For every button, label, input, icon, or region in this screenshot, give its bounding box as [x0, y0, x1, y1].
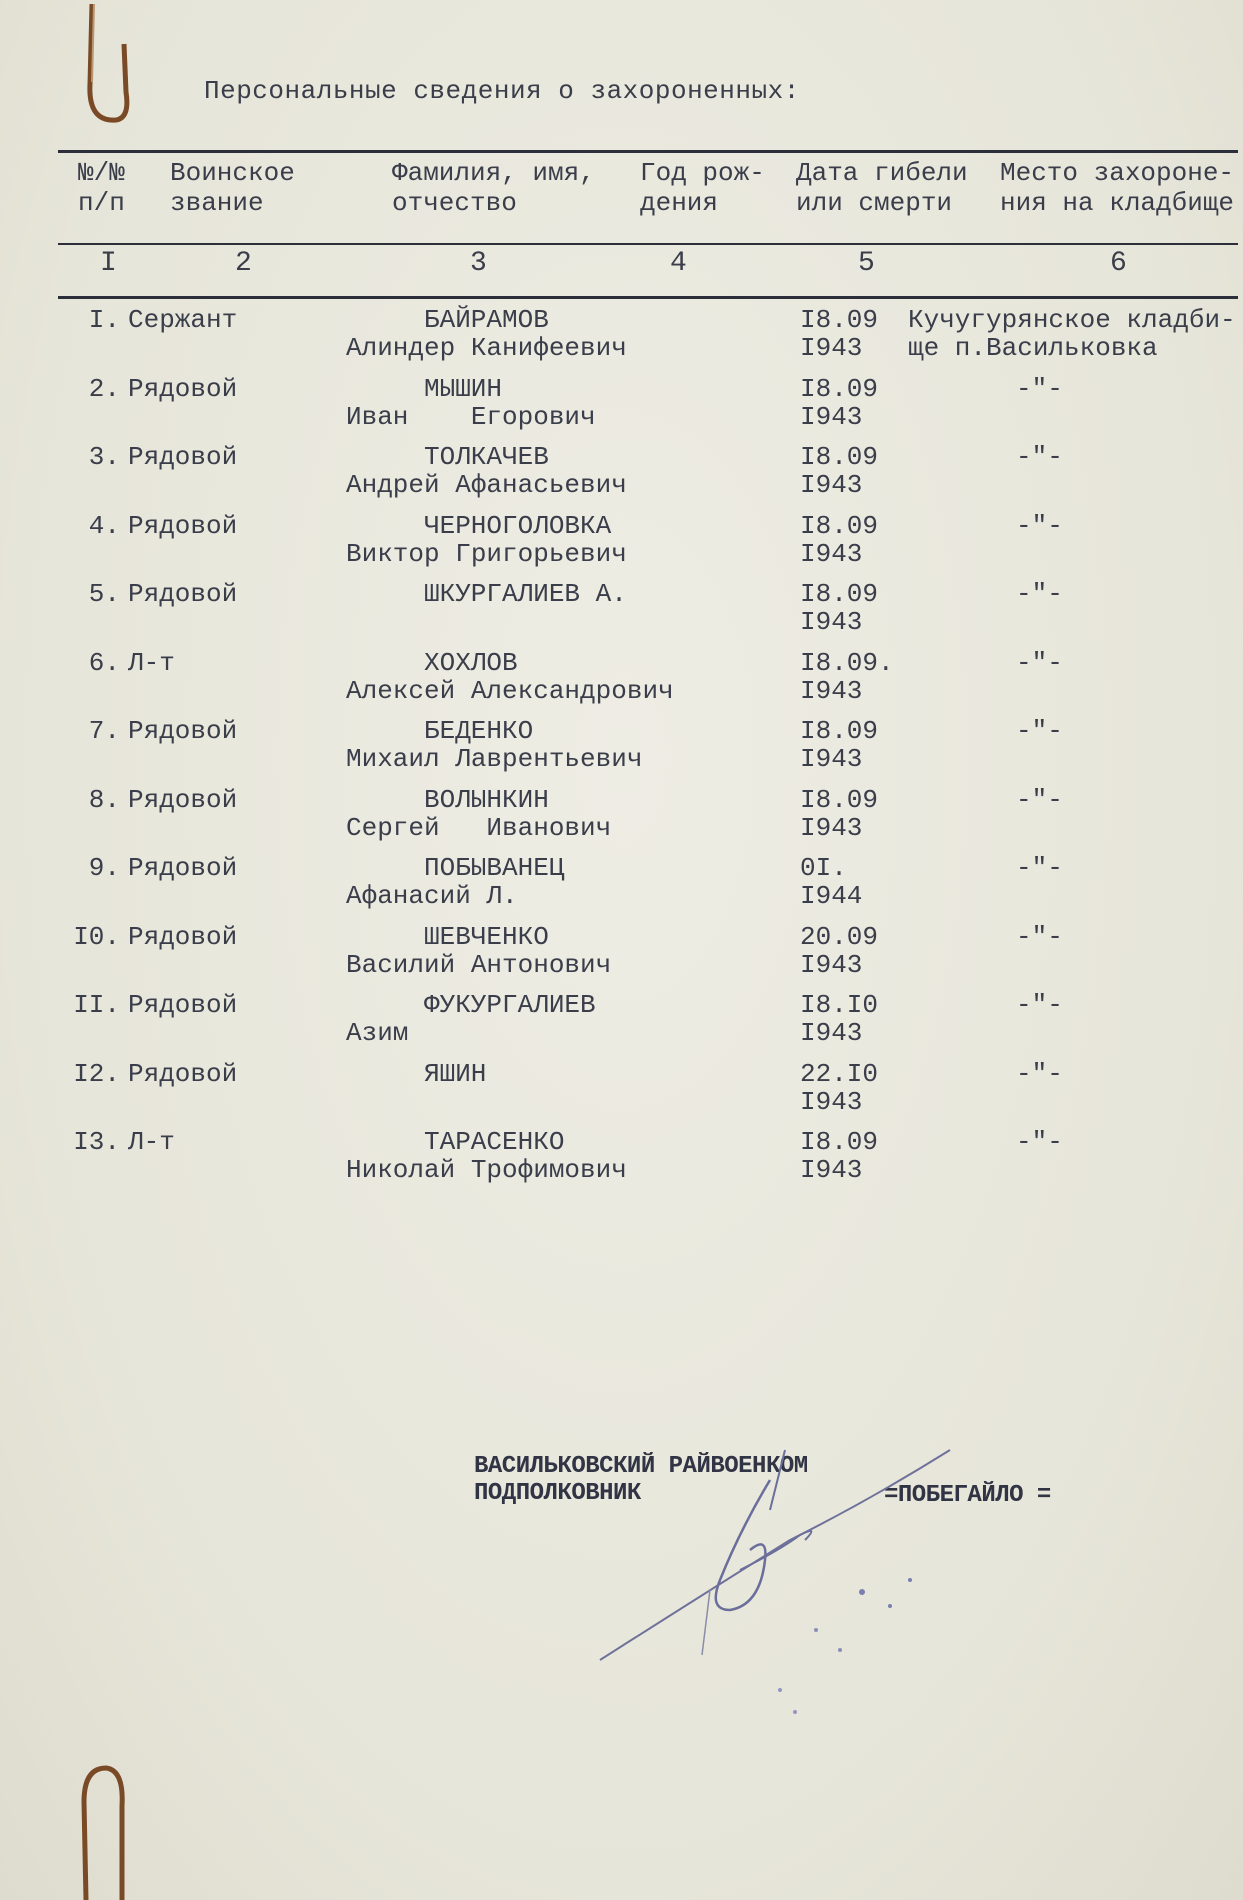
row-death-year: I943 — [800, 401, 863, 432]
row-number: 5. — [88, 579, 120, 609]
row-given-name: Иван Егорович — [346, 401, 596, 432]
row-rank: Рядовой — [128, 784, 238, 815]
row-burial-place: -"- — [1016, 716, 1063, 746]
row-given-name: Сергей Иванович — [346, 812, 612, 843]
row-given-name: Василий Антонович — [346, 949, 612, 980]
row-surname: ТАРАСЕНКО — [424, 1127, 565, 1157]
header-burial-place: Место захороне- ния на кладбище — [1000, 158, 1235, 218]
table-top-rule — [58, 150, 1238, 153]
row-death-date: I8.09 — [800, 510, 879, 541]
row-death-year: I944 — [800, 881, 863, 911]
row-surname: ТОЛКАЧЕВ — [424, 442, 549, 472]
row-burial-place: -"- — [1016, 990, 1063, 1020]
row-rank: Рядовой — [128, 442, 238, 472]
signature-position: ПОДПОЛКОВНИК — [474, 1480, 641, 1507]
row-surname: ВОЛЫНКИН — [424, 784, 549, 815]
row-number: 6. — [88, 647, 120, 678]
row-number: 2. — [88, 373, 120, 404]
row-burial-place: Кучугурянское кладби- ще п.Васильковка — [908, 305, 1236, 363]
row-death-date: I8.09. — [800, 647, 894, 678]
row-surname: ЯШИН — [424, 1058, 487, 1089]
header-name: Фамилия, имя, отчество — [392, 158, 595, 218]
row-death-year: I943 — [800, 607, 863, 637]
header-number: №/№ п/п — [78, 158, 125, 218]
header-birth-year: Год рож- дения — [640, 158, 765, 218]
row-surname: ХОХЛОВ — [424, 647, 518, 678]
column-number-2: 2 — [235, 248, 252, 279]
row-number: I. — [88, 305, 120, 335]
row-death-year: I943 — [800, 538, 863, 569]
page-title: Персональные сведения о захороненных: — [204, 76, 800, 106]
row-given-name: Алексей Александрович — [346, 675, 674, 706]
row-death-date: 22.I0 — [800, 1058, 879, 1089]
row-burial-place: -"- — [1016, 1127, 1063, 1157]
row-death-date: I8.09 — [800, 784, 879, 815]
row-rank: Рядовой — [128, 990, 238, 1020]
row-death-year: I943 — [800, 470, 863, 500]
row-death-year: I943 — [800, 1086, 863, 1117]
row-burial-place: -"- — [1016, 442, 1063, 472]
row-number: I0. — [73, 921, 120, 952]
handwritten-signature-icon — [590, 1440, 1010, 1730]
row-rank: Рядовой — [128, 716, 238, 746]
row-rank: Сержант — [128, 305, 238, 335]
row-surname: ШКУРГАЛИЕВ А. — [424, 579, 627, 609]
row-surname: ПОБЫВАНЕЦ — [424, 853, 565, 883]
row-death-date: I8.09 — [800, 1127, 879, 1157]
column-number-1: I — [100, 248, 117, 279]
row-given-name: Виктор Григорьевич — [346, 538, 627, 569]
row-rank: Л-т — [128, 647, 175, 678]
row-given-name: Николай Трофимович — [346, 1155, 627, 1185]
row-burial-place: -"- — [1016, 373, 1063, 404]
row-death-date: 0I. — [800, 853, 847, 883]
signature-org: ВАСИЛЬКОВСКИЙ РАЙВОЕНКОМ — [474, 1453, 808, 1480]
row-death-year: I943 — [800, 1018, 863, 1048]
header-bottom-rule — [58, 243, 1238, 245]
row-burial-place: -"- — [1016, 579, 1063, 609]
row-rank: Рядовой — [128, 853, 238, 883]
row-number: 7. — [88, 716, 120, 746]
row-death-date: I8.I0 — [800, 990, 879, 1020]
bottom-staple-icon — [72, 1762, 132, 1900]
row-number: I3. — [73, 1127, 120, 1157]
top-staple-icon — [64, 4, 134, 134]
row-burial-place: -"- — [1016, 853, 1063, 883]
row-surname: БЕДЕНКО — [424, 716, 534, 746]
row-death-date: I8.09 — [800, 579, 879, 609]
row-burial-place: -"- — [1016, 510, 1063, 541]
row-number: 4. — [88, 510, 120, 541]
row-surname: ФУКУРГАЛИЕВ — [424, 990, 596, 1020]
row-number: 8. — [88, 784, 120, 815]
row-given-name: Азим — [346, 1018, 409, 1048]
row-death-year: I943 — [800, 744, 863, 774]
row-number: 9. — [88, 853, 120, 883]
row-rank: Рядовой — [128, 579, 238, 609]
row-number: 3. — [88, 442, 120, 472]
row-death-year: I943 — [800, 1155, 863, 1185]
row-death-year: I943 — [800, 675, 863, 706]
row-death-date: I8.09 — [800, 305, 879, 335]
row-death-year: I943 — [800, 812, 863, 843]
row-death-date: I8.09 — [800, 373, 879, 404]
row-number: I2. — [73, 1058, 120, 1089]
row-burial-place: -"- — [1016, 784, 1063, 815]
header-rank: Воинское звание — [170, 158, 295, 218]
column-number-6: 6 — [1110, 248, 1127, 279]
row-rank: Рядовой — [128, 510, 238, 541]
column-number-5: 5 — [858, 248, 875, 279]
header-death-date: Дата гибели или смерти — [796, 158, 968, 218]
row-surname: ШЕВЧЕНКО — [424, 921, 549, 952]
row-surname: МЫШИН — [424, 373, 503, 404]
row-death-date: I8.09 — [800, 716, 879, 746]
row-given-name: Андрей Афанасьевич — [346, 470, 627, 500]
row-surname: ЧЕРНОГОЛОВКА — [424, 510, 612, 541]
column-number-3: 3 — [470, 248, 487, 279]
row-burial-place: -"- — [1016, 1058, 1063, 1089]
signature-name: =ПОБЕГАЙЛО = — [884, 1482, 1051, 1509]
row-given-name: Афанасий Л. — [346, 881, 518, 911]
row-given-name: Михаил Лаврентьевич — [346, 744, 643, 774]
row-rank: Л-т — [128, 1127, 175, 1157]
row-death-date: I8.09 — [800, 442, 879, 472]
column-number-rule — [58, 296, 1238, 299]
row-number: II. — [73, 990, 120, 1020]
row-rank: Рядовой — [128, 1058, 238, 1089]
column-number-4: 4 — [670, 248, 687, 279]
row-death-date: 20.09 — [800, 921, 879, 952]
row-death-year: I943 — [800, 949, 863, 980]
row-rank: Рядовой — [128, 373, 238, 404]
row-rank: Рядовой — [128, 921, 238, 952]
row-burial-place: -"- — [1016, 647, 1063, 678]
row-burial-place: -"- — [1016, 921, 1063, 952]
row-surname: БАЙРАМОВ — [424, 305, 549, 335]
row-given-name: Алиндер Канифеевич — [346, 333, 627, 363]
row-death-year: I943 — [800, 333, 863, 363]
